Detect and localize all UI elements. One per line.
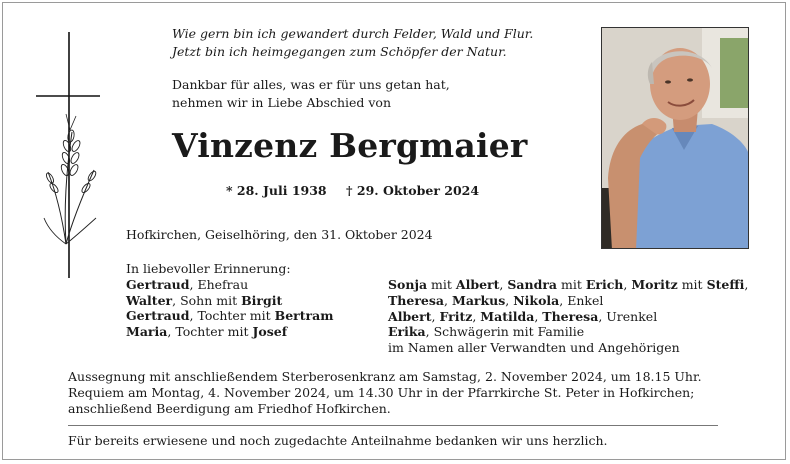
mourner-relation: , Sohn mit — [172, 292, 242, 308]
mourner-relation: , Ehefrau — [189, 276, 249, 292]
mourner-name: Bertram — [274, 308, 334, 324]
cross-with-wheat-icon — [36, 32, 102, 278]
birth-date: * 28. Juli 1938 — [226, 183, 327, 198]
mourner-relation: , — [431, 308, 440, 324]
left-row — [126, 324, 333, 340]
divider — [68, 425, 718, 426]
mourner-relation: , Tochter mit — [167, 324, 253, 340]
left-row — [126, 277, 333, 293]
deceased-name: Vinzenz Bergmaier — [172, 126, 528, 165]
mourner-name: Moritz — [631, 277, 678, 292]
mourner-name: Markus — [451, 292, 506, 308]
mourner-name: Albert — [388, 308, 432, 324]
service-info — [68, 369, 702, 416]
mourner-name: Josef — [252, 324, 288, 340]
poem-line-1: Wie gern bin ich gewandert durch Felder, Wald und Flur. — [172, 26, 534, 41]
service-line-3: anschließend Beerdigung am Friedhof Hofkirchen. — [68, 400, 391, 416]
mourner-relation: , — [623, 277, 632, 292]
service-line-2: Requiem am Montag, 4. November 2024, um 14.30 Uhr in der Pfarrkirche St. Peter in Hofkirchen; — [68, 384, 695, 400]
right-row — [388, 324, 748, 340]
mourner-name: Gertraud — [126, 308, 190, 324]
mourner-relation: mit — [557, 277, 586, 292]
mourner-relation: , — [534, 308, 543, 324]
place-and-date: Hofkirchen, Geiselhöring, den 31. Oktober 2024 — [126, 227, 433, 242]
mourner-name: Theresa — [388, 292, 445, 308]
mourner-relation: , — [505, 292, 514, 308]
death-date: † 29. Oktober 2024 — [346, 183, 480, 198]
mourner-name: Erich — [585, 277, 624, 292]
mourner-name: Maria — [126, 324, 168, 340]
thanks-text — [172, 76, 450, 112]
thanks-line-2: nehmen wir in Liebe Abschied von — [172, 95, 392, 110]
left-row — [126, 308, 333, 324]
mourner-relation: , Enkel — [559, 292, 604, 308]
right-row — [388, 340, 748, 356]
mourner-name: Erika — [388, 324, 426, 340]
closing-text: Für bereits erwiesene und noch zugedachte Anteilnahme bedanken wir uns herzlich. — [68, 433, 608, 448]
mourner-name: Albert — [455, 277, 500, 292]
mourner-relation: im Namen aller Verwandten und Angehörigen — [388, 340, 680, 356]
mourner-relation: mit — [427, 277, 456, 292]
mourner-name: Sonja — [388, 277, 428, 292]
portrait-photo — [601, 27, 749, 249]
service-line-1: Aussegnung mit anschließendem Sterberosenkranz am Samstag, 2. November 2024, um 18.15 Uhr. — [68, 369, 702, 384]
mourner-relation: , Schwägerin mit Familie — [425, 324, 585, 340]
mourner-name: Theresa — [542, 308, 599, 324]
mourner-name: Birgit — [241, 292, 283, 308]
right-row — [388, 277, 748, 293]
portrait-illustration — [602, 28, 749, 249]
thanks-line-1: Dankbar für alles, was er für uns getan hat, — [172, 77, 450, 92]
mourner-relation: , Tochter mit — [189, 308, 275, 324]
mourner-name: Steffi — [706, 277, 745, 292]
mourners-heading: In liebevoller Erinnerung: — [126, 261, 291, 276]
mourners-left — [126, 261, 333, 340]
mourner-relation: , — [744, 277, 749, 292]
mourner-name: Fritz — [439, 308, 473, 324]
mourner-relation: , — [499, 277, 508, 292]
mourner-name: Sandra — [507, 277, 557, 292]
right-row — [388, 293, 748, 309]
mourners-right — [388, 277, 748, 356]
mourner-name: Gertraud — [126, 276, 190, 292]
mourner-relation: , Urenkel — [598, 308, 658, 324]
mourner-name: Walter — [126, 292, 173, 308]
poem — [172, 25, 533, 61]
left-row — [126, 293, 333, 309]
mourner-relation: , — [444, 292, 452, 308]
mourner-relation: mit — [677, 277, 707, 292]
mourner-name: Nikola — [513, 292, 560, 308]
poem-line-2: Jetzt bin ich heimgegangen zum Schöpfer der Natur. — [172, 44, 507, 59]
mourner-relation: , — [472, 308, 481, 324]
right-row — [388, 309, 748, 325]
mourner-name: Matilda — [480, 308, 535, 324]
